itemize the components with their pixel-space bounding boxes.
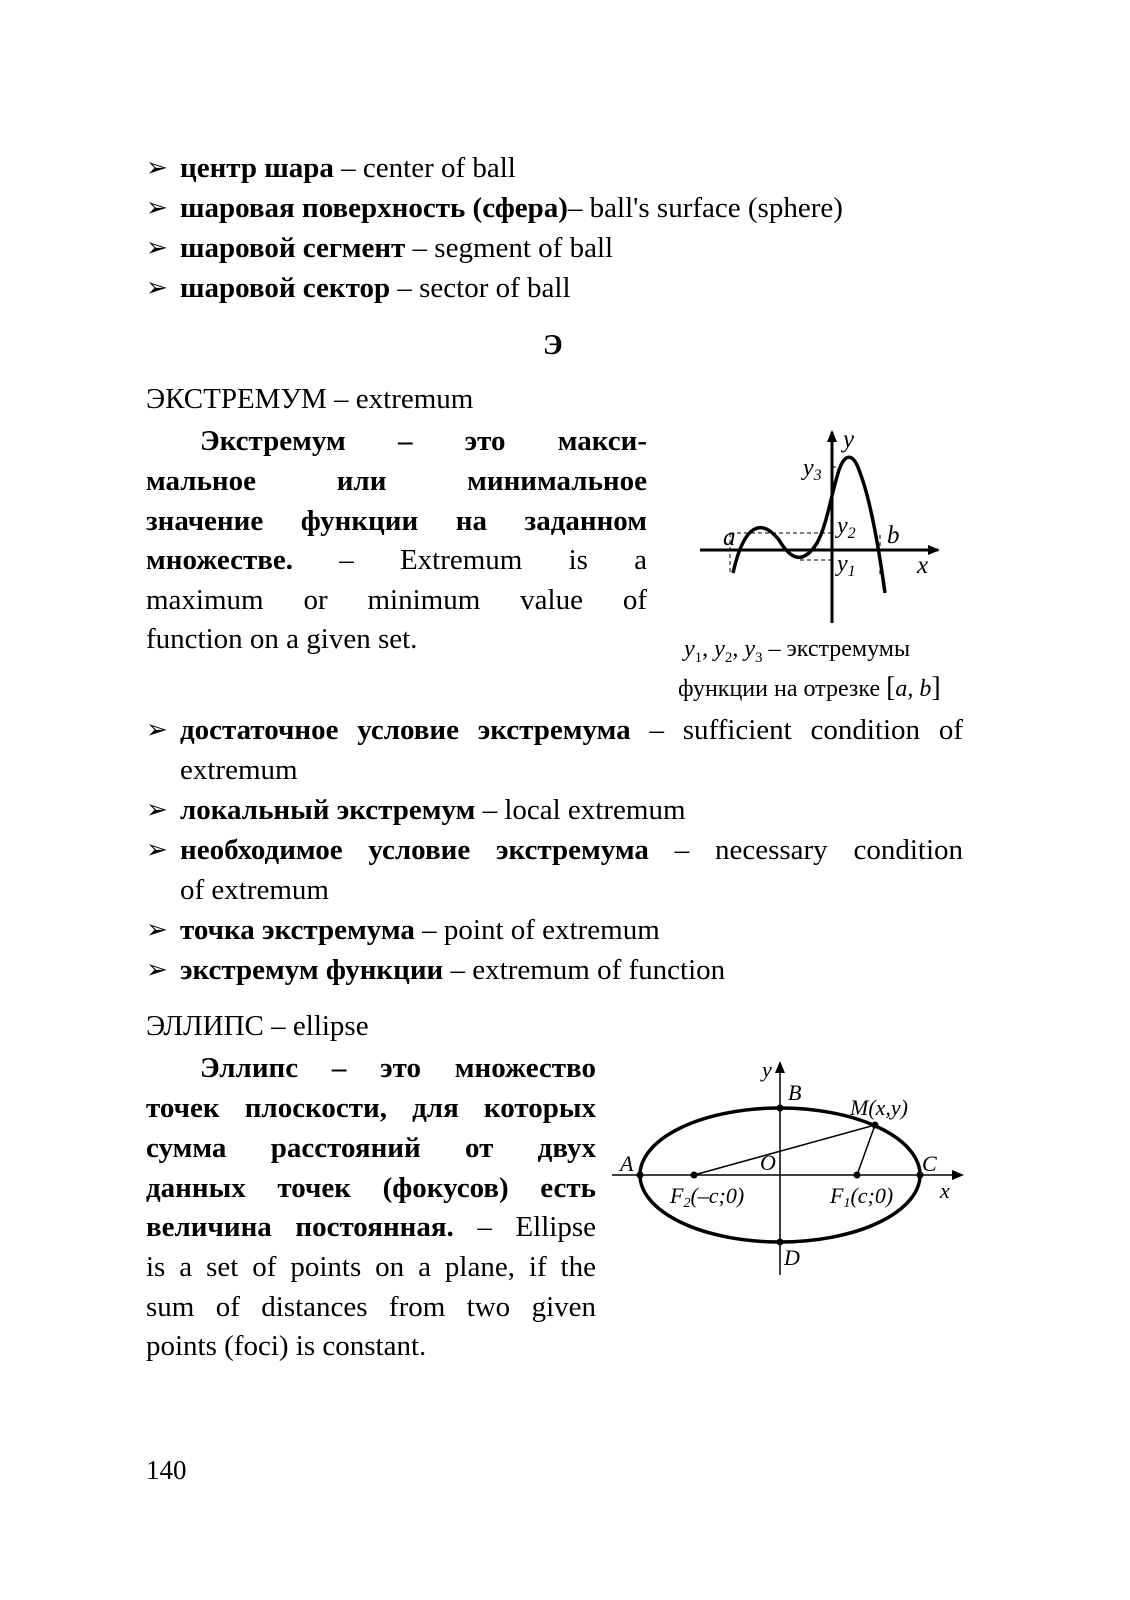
graph-y-label: y [843, 426, 855, 453]
origin-label: O [760, 1150, 776, 1175]
bullet-arrow-icon: ➢ [146, 795, 168, 824]
graph-y1-label: $y_1$ [837, 551, 856, 580]
graph-a-label: a [723, 524, 736, 551]
bullet-arrow-icon: ➢ [146, 273, 168, 302]
definition-line: множестве. – Extremum is a [146, 544, 647, 576]
focus-2-label: F2(–c;0) [670, 1183, 745, 1211]
graph-y3-label: $y_3$ [803, 455, 822, 484]
ellipse-heading: ЭЛЛИПС – ellipse [146, 1010, 369, 1042]
graph-caption-line-2: функции на отрезке [a, b] [678, 672, 941, 703]
point-b-label: B [788, 1080, 802, 1105]
definition-line: значение функции на заданном [146, 505, 647, 537]
definition-line: Эллипс – это множество [200, 1052, 596, 1084]
definition-line: сумма расстояний от двух [146, 1132, 596, 1164]
focal-radius-2 [694, 1125, 875, 1175]
definition-line: Экстремум – это макси- [200, 425, 647, 457]
focal-radius-1 [857, 1125, 875, 1175]
definition-line: maximum or minimum value of [146, 584, 647, 616]
list-item: локальный экстремум – local extremum [180, 794, 686, 826]
definition-line: function on a given set. [146, 623, 418, 655]
definition-line: sum of distances from two given [146, 1291, 596, 1323]
point-c-label: C [922, 1151, 937, 1176]
point-a-label: A [620, 1151, 634, 1176]
list-item-continuation: extremum [180, 754, 298, 786]
bullet-arrow-icon: ➢ [146, 715, 168, 744]
section-letter: Э [543, 329, 563, 361]
graph-caption-line-1: $y_1$, $y_2$, $y_3$ – экстремумы [684, 636, 911, 666]
list-item: шаровой сегмент – segment of ball [180, 232, 614, 264]
list-item: шаровая поверхность (сфера)– ball's surface (sphere) [180, 192, 843, 224]
bullet-arrow-icon: ➢ [146, 835, 168, 864]
bullet-arrow-icon: ➢ [146, 153, 168, 182]
bullet-arrow-icon: ➢ [146, 193, 168, 222]
bullet-arrow-icon: ➢ [146, 955, 168, 984]
guide-lines [730, 467, 880, 575]
definition-line: точек плоскости, для которых [146, 1092, 596, 1124]
ellipse-figure [610, 1055, 970, 1285]
definition-line: величина постоянная. – Ellipse [146, 1211, 596, 1243]
list-item-continuation: of extremum [180, 874, 329, 906]
focus-1-label: F1(c;0) [830, 1183, 894, 1211]
definition-line: points (foci) is constant. [146, 1330, 427, 1362]
list-item: центр шара – center of ball [180, 152, 516, 184]
definition-line: данных точек (фокусов) есть [146, 1172, 596, 1204]
list-item: точка экстремума – point of extremum [180, 914, 660, 946]
list-item: шаровой сектор – sector of ball [180, 272, 571, 304]
point-d-label: D [784, 1245, 800, 1270]
list-item: необходимое условие экстремума – necessary condition [180, 834, 964, 866]
point-m-label: M(x,y) [850, 1095, 909, 1120]
bullet-arrow-icon: ➢ [146, 233, 168, 262]
graph-y2-label: $y_2$ [837, 513, 856, 542]
list-item: достаточное условие экстремума – sufficient condition of [180, 714, 963, 746]
definition-line: is a set of points on a plane, if the [146, 1251, 596, 1283]
list-item: экстремум функции – extremum of function [180, 954, 726, 986]
definition-line: мальное или минимальное [146, 465, 647, 497]
extremum-graph [695, 425, 955, 635]
ellipse-x-label: x [940, 1178, 950, 1203]
bullet-arrow-icon: ➢ [146, 915, 168, 944]
extremum-heading: ЭКСТРЕМУМ – extremum [146, 383, 474, 415]
page-number: 140 [146, 1455, 187, 1485]
graph-x-label: x [917, 552, 929, 579]
graph-b-label: b [887, 522, 900, 549]
ellipse-y-label: y [762, 1057, 772, 1082]
